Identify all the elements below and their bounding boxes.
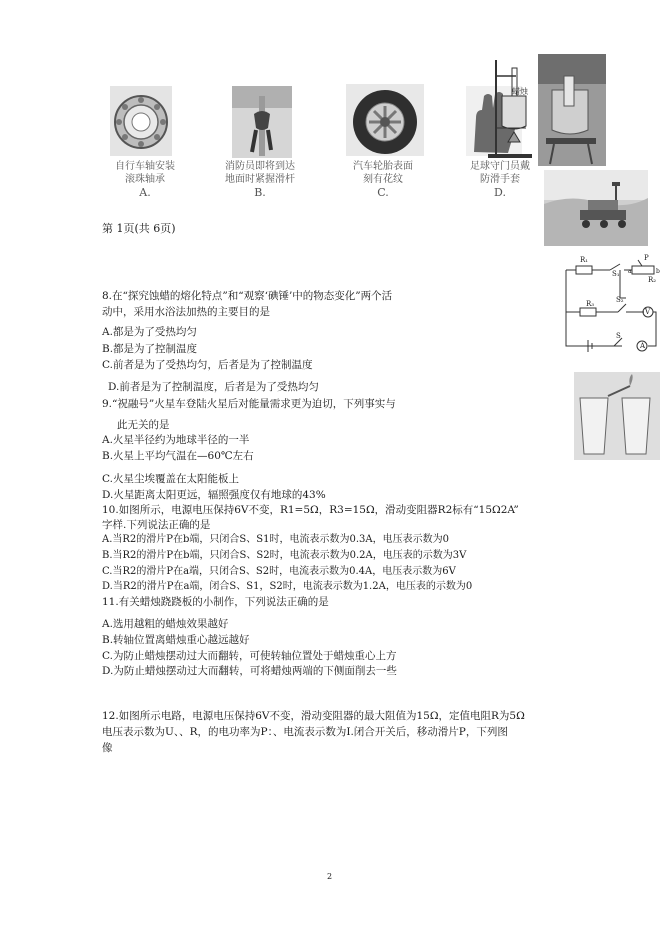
q11-option-a: A.选用越粗的蜡烛效果越好 xyxy=(102,618,229,630)
caption-line: 足球守门员戴 xyxy=(470,161,530,172)
iodine-hammer-photo xyxy=(538,54,606,166)
caption-line: 消防员即将到达 xyxy=(225,161,295,172)
circuit-label-a: a xyxy=(628,268,632,275)
caption-line: 自行车轴安装 xyxy=(115,161,175,172)
option-letter: B. xyxy=(254,186,266,199)
option-letter: C. xyxy=(377,186,389,199)
caption-line: 滚珠轴承 xyxy=(125,174,165,185)
q10-option-d: D.当R2的滑片P在a端，闭合S、S1，S2时，电流表示数为1.2A，电压表的示数为0 xyxy=(102,581,473,592)
circuit-label-s: S xyxy=(616,332,621,340)
q10-option-c: C.当R2的滑片P在a端，只闭合S、S2时，电流表示数为0.4A，电压表示数为6V xyxy=(102,566,456,577)
q10-stem-line2: 字样.下列说法正确的是 xyxy=(102,519,211,531)
mars-rover-photo xyxy=(544,170,648,246)
q11-stem: 11.有关蜡烛跷跷板的小制作，下列说法正确的是 xyxy=(102,596,329,608)
circuit-label-volt: V xyxy=(645,308,651,316)
q10-option-a: A.当R2的滑片P在b端，只闭合S、S1时，电流表示数为0.3A，电压表示数为0 xyxy=(102,534,449,545)
figure-a-caption xyxy=(100,160,190,199)
circuit-label-s2: S₂ xyxy=(616,296,624,304)
circuit-label-s1: S₁ xyxy=(612,270,620,278)
option-letter: D. xyxy=(494,186,506,199)
option-letter: A. xyxy=(139,186,151,199)
q12-stem-line3: 像 xyxy=(102,742,113,754)
q9-option-b: B.火星上平均气温在—60℃左右 xyxy=(102,450,254,462)
q8-stem-line1: 8.在“探究蚀蜡的熔化特点”和“观察‘碘锤’中的物态变化”两个活 xyxy=(102,290,393,302)
q8-option-c: C.前者是为了受热均匀，后者是为了控制温度 xyxy=(102,359,313,371)
water-bath-apparatus-figure xyxy=(486,56,536,162)
circuit-label-r2: R₂ xyxy=(648,276,657,284)
q12-stem-line1: 12.如图所示电路，电源电压保持6V不变，滑动变阻器的最大阻值为15Ω，定值电阻R为5Ω xyxy=(102,710,525,722)
figure-b-caption xyxy=(215,160,305,199)
caption-line: 刻有花纹 xyxy=(363,174,403,185)
q11-option-b: B.转轴位置离蜡烛重心越远越好 xyxy=(102,634,250,646)
q9-stem-line2: 此无关的是 xyxy=(117,419,170,431)
caption-line: 汽车轮胎表面 xyxy=(353,161,413,172)
q8-option-a: A.都是为了受热均匀 xyxy=(102,326,197,338)
circuit-label-r1: R₁ xyxy=(580,256,589,264)
caption-line: 防滑手套 xyxy=(480,174,520,185)
page-number: 2 xyxy=(327,872,333,881)
q9-option-d: D.火星距离太阳更远，辐照强度仅有地球的43% xyxy=(102,489,326,501)
circuit-label-r3: R₃ xyxy=(586,300,595,308)
candle-cups-photo xyxy=(574,372,660,460)
q8-stem-line2: 动中，采用水浴法加热的主要目的是 xyxy=(102,306,270,318)
q10-option-b: B.当R2的滑片P在b端，只闭合S、S2时，电流表示数为0.2A，电压表的示数为3V xyxy=(102,550,467,561)
q10-stem-line1: 10.如图所示，电源电压保持6V不变，R1=5Ω，R3=15Ω，滑动变阻器R2标有“15Ω2A” xyxy=(102,504,519,516)
q12-stem-line2: 电压表示数为U、、R，的电功率为P：、电流表示数为I.闭合开关后，移动滑片P，下列图 xyxy=(102,726,508,738)
q9-stem-line1: 9.“祝融号”火星车登陆火星后对能量需求更为迫切，下列事实与 xyxy=(102,398,396,410)
figure-c-tire xyxy=(346,84,424,156)
caption-line: 地面时紧握滑杆 xyxy=(225,174,295,185)
circuit-label-p: P xyxy=(644,254,649,262)
apparatus-label: 蜡烛 xyxy=(512,87,528,96)
figure-a-bearing xyxy=(110,86,172,156)
circuit-label-b: b xyxy=(656,268,660,275)
q9-option-a: A.火星半径约为地球半径的一半 xyxy=(102,434,250,446)
q8-option-b: B.都是为了控制温度 xyxy=(102,343,198,355)
q9-option-c: C.火星尘埃覆盖在太阳能板上 xyxy=(102,473,239,485)
q11-option-d: D.为防止蜡烛摆动过大而翻转，可将蜡烛两端的下侧面削去一些 xyxy=(102,665,397,677)
page-count-label: 第 1页(共 6页) xyxy=(102,222,176,235)
circuit-label-amp: A xyxy=(640,342,646,350)
figure-b-fireman-pole xyxy=(232,86,292,158)
q8-option-d: D.前者是为了控制温度，后者是为了受热均匀 xyxy=(108,381,319,393)
figure-d-caption xyxy=(455,160,545,199)
figure-c-caption xyxy=(338,160,428,199)
q11-option-c: C.为防止蜡烛摆动过大而翻转，可使转轴位置处于蜡烛重心上方 xyxy=(102,650,397,662)
